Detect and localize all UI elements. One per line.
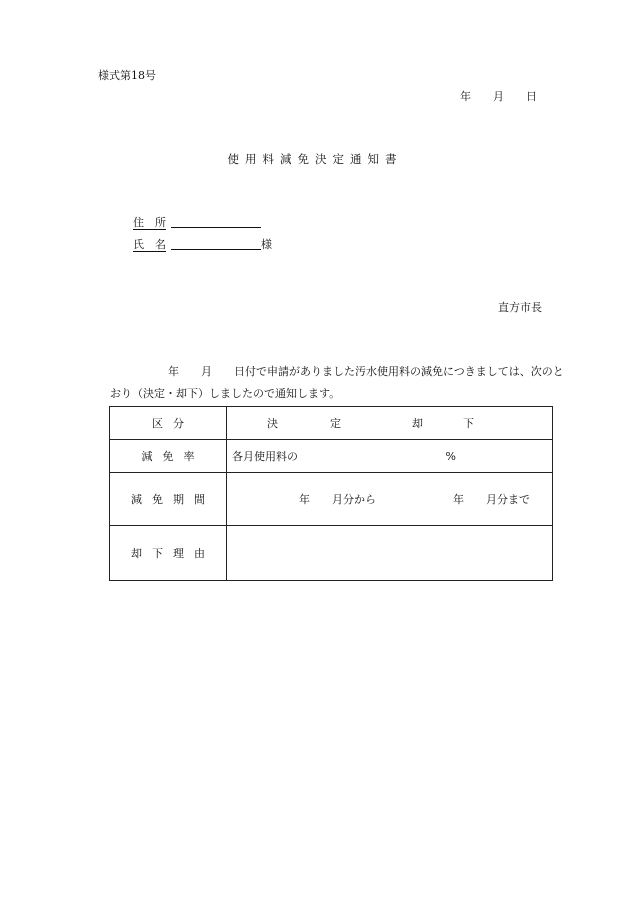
name-blank-line: [171, 237, 261, 250]
recipient-address-row: [133, 214, 261, 230]
date-line: [460, 88, 537, 104]
decision-header-cell: [227, 407, 553, 440]
name-label: 氏 名: [133, 238, 166, 251]
reduction-period-label-cell: [110, 473, 227, 526]
table-row: [110, 526, 553, 581]
address-blank-line: [171, 215, 261, 228]
rejection-reason-label-cell: [110, 526, 227, 581]
rejection-reason-value-cell: [227, 526, 553, 581]
form-number: 様式第18号: [98, 69, 156, 82]
document-title: 使用料減免決定通知書: [227, 152, 403, 166]
decision-table: [109, 406, 553, 581]
date-year: 年: [460, 90, 471, 103]
rate-unit: %: [445, 449, 456, 463]
date-day: 日: [526, 90, 537, 103]
rate-prefix: 各月使用料の: [232, 450, 298, 463]
reduction-rate-value-cell: [227, 440, 553, 473]
table-row: [110, 473, 553, 526]
category-header-cell: [110, 407, 227, 440]
issuer: 直方市長: [498, 301, 542, 314]
period-from: 年 月分から: [299, 493, 376, 506]
table-row: [110, 440, 553, 473]
recipient-name-row: [133, 236, 272, 252]
period-to: 年 月分まで: [453, 493, 530, 506]
reduction-period-value-cell: [227, 473, 553, 526]
rejection-reason-label: 却下理由: [131, 547, 215, 560]
honorific: 様: [261, 238, 272, 251]
date-month: 月: [493, 90, 504, 103]
body-paragraph: [110, 361, 570, 405]
table-header-row: [110, 407, 553, 440]
decided-label: 決定: [267, 417, 393, 430]
reduction-period-label: 減免期間: [131, 493, 215, 506]
address-label: 住 所: [133, 216, 166, 229]
category-header: 区分: [152, 417, 194, 430]
reduction-rate-label: 減免率: [141, 450, 205, 463]
reduction-rate-label-cell: [110, 440, 227, 473]
rejected-label: 却下: [412, 417, 514, 430]
body-text: 年 月 日付で申請がありました汚水使用料の減免につきましては、次のとおり（決定・却下）しましたので通知します。: [110, 365, 564, 400]
